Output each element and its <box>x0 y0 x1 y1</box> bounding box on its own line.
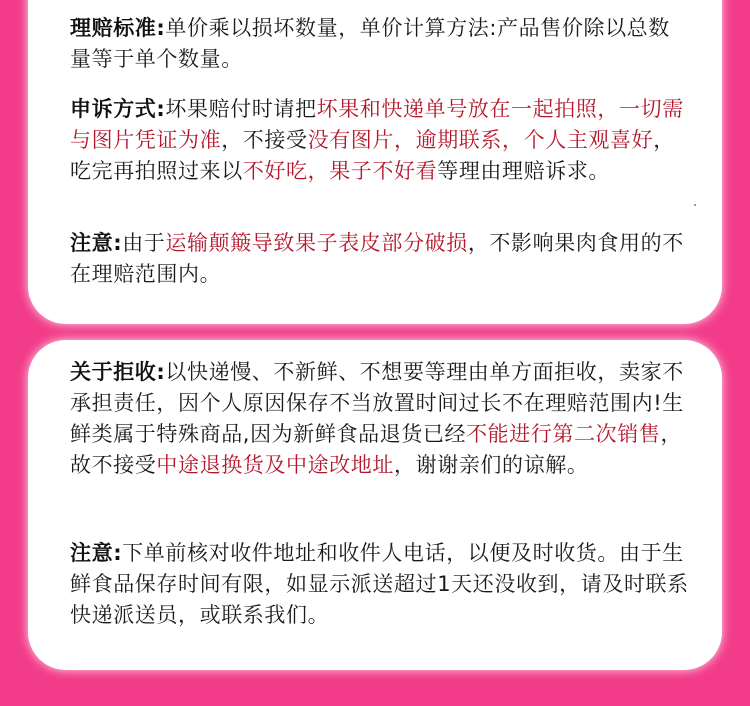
refusal-text-1: 以快递慢、不新鲜、不想要等理由单方面拒收，卖家不承担责任，因个人原因保存不当放置时间过长不在理赔范围内!生鲜类属于特殊商品,因为新鲜食品退货已经 <box>70 360 684 446</box>
order-note-paragraph <box>70 538 690 631</box>
appeal-highlight-3: 不好吃，果子不好看 <box>242 159 438 183</box>
damage-note-text-1: 由于 <box>122 231 166 255</box>
appeal-text-3: ，吃完再拍照过来以 <box>70 128 675 183</box>
refusal-text-3: ，谢谢亲们的谅解。 <box>394 453 589 477</box>
appeal-heading: 申诉方式: <box>70 97 166 121</box>
appeal-paragraph <box>70 94 690 187</box>
damage-note-paragraph <box>70 228 690 290</box>
decorative-dot <box>694 204 696 206</box>
refusal-highlight-1: 不能进行第二次销售 <box>466 422 661 446</box>
appeal-text-4: 等理由理赔诉求。 <box>437 159 611 183</box>
order-note-text: 下单前核对收件地址和收件人电话，以便及时收货。由于生鲜食品保存时间有限，如显示派送超过1天还没收到，请及时联系快递派送员，或联系我们。 <box>70 541 689 627</box>
refusal-paragraph <box>70 357 690 481</box>
refusal-highlight-2: 中途退换货及中途改地址 <box>156 453 395 477</box>
claim-standard-paragraph <box>70 13 690 75</box>
appeal-highlight-1: 坏果和快递单号放在一起拍照，一切需与图片凭证为准 <box>70 97 684 152</box>
appeal-text-1: 坏果赔付时请把 <box>165 97 317 121</box>
appeal-text-2: ，不接受 <box>221 128 308 152</box>
damage-note-text-2: ，不影响果肉食用的不在理赔范围内。 <box>70 231 684 286</box>
refusal-heading: 关于拒收: <box>70 360 166 384</box>
claims-policy-card <box>28 0 722 324</box>
refusal-policy-card <box>28 340 722 670</box>
damage-note-heading: 注意: <box>70 231 123 255</box>
refusal-text-2: ，故不接受 <box>70 422 683 477</box>
order-note-heading: 注意: <box>70 541 123 565</box>
claim-standard-heading: 理赔标准: <box>70 16 166 40</box>
damage-note-highlight: 运输颠簸导致果子表皮部分破损 <box>165 231 468 255</box>
appeal-highlight-2: 没有图片，逾期联系，个人主观喜好 <box>307 128 654 152</box>
claim-standard-text: 单价乘以损坏数量，单价计算方法:产品售价除以总数量等于单个数量。 <box>70 16 670 71</box>
